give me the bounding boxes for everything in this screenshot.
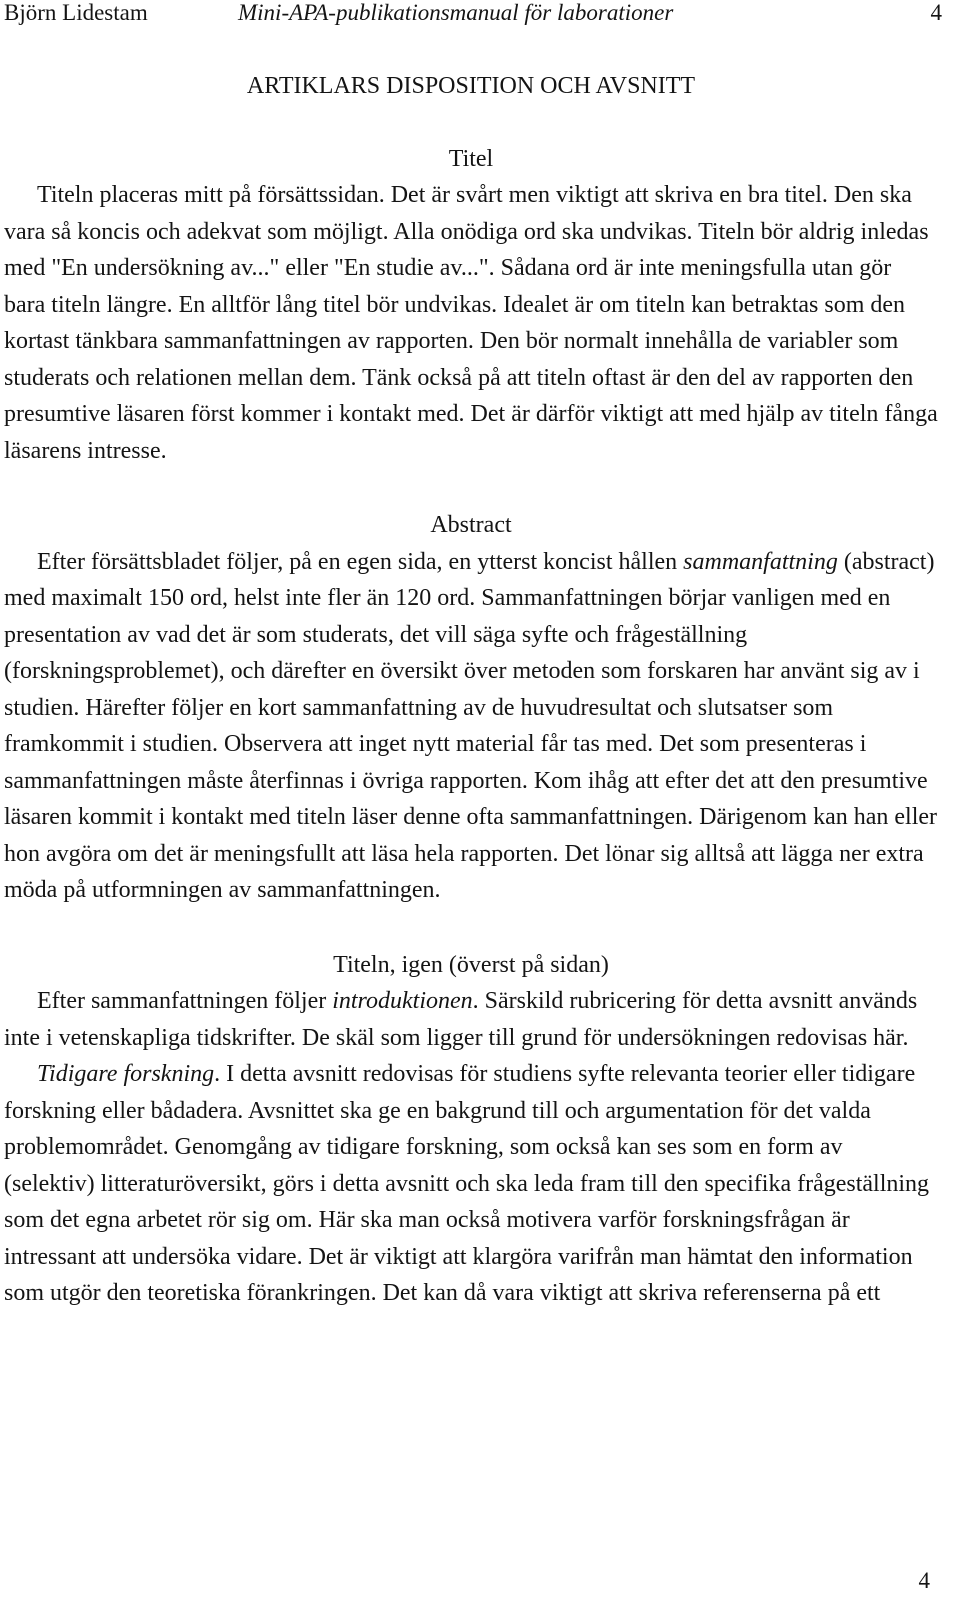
abstract-text-before: Efter försättsbladet följer, på en egen sida, en ytterst koncist hållen [37,548,684,575]
tidigare-forskning-text: . I detta avsnitt redovisas för studiens syfte relevanta teorier eller tidigare forskning eller bådadera. Avsnittet ska ge en bakgrund till och argumentation för det valda problemområdet. Genomgång av tidigare forskning, som också kan ses som en form av (selektiv) litteraturöversikt, görs i detta avsnitt och ska leda fram till den specifika frågeställning som det egna arbetet rör sig om. Här ska man också motivera varför forskningsfrågan är intressant att undersöka vidare. Det är viktigt att klargöra varifrån man hämtat den information som utgör den teoretiska förankringen. Det kan då vara viktigt att skriva referenserna på ett [4,1061,930,1306]
paragraph-tidigare-forskning [4,1056,938,1312]
heading-titel: Titel [448,145,494,172]
blank-line [4,909,938,947]
heading-titeln-igen: Titeln, igen (överst på sidan) [333,951,609,978]
footer-page-number: 4 [918,1568,930,1593]
intro-text-after: . Särskild rubricering för detta avsnitt används inte i vetenskapliga tidskrifter. De skäl som ligger till grund för undersökningen redovisas här. [4,988,918,1051]
blank-line [4,469,938,507]
intro-italic-term: introduktionen [332,988,473,1014]
running-header [0,0,960,30]
abstract-text-after: (abstract) med maximalt 150 ord, helst inte fler än 120 ord. Sammanfattningen börjar vanligen med en presentation av vad det är som studerats, det vill säga syfte och frågeställning (forskningsproblemet), och därefter en översikt över metoden som forskaren har använt sig av i studien. Härefter följer en kort sammanfattning av de huvudresultat och slutsatser som framkommit i studien. Observera att inget nytt material får tas med. Det som presenteras i sammanfattningen måste återfinnas i övriga rapporten. Kom ihåg att efter det att den presumtive läsaren kommit i kontakt med titeln läser denne ofta sammanfattningen. Därigenom kan han eller hon avgöra om det är meningsfullt att läsa hela rapporten. Det lönar sig alltså att lägga ner extra möda på utformningen av sammanfattningen. [4,548,938,903]
header-author: Björn Lidestam [4,0,148,25]
paragraph-titel: Titeln placeras mitt på försättssidan. Det är svårt men viktigt att skriva en bra titel. Den ska vara så koncis och adekvat som möjligt. Alla onödiga ord ska undvikas. Titeln bör aldrig inledas med "En undersökning av..." eller "En studie av...". Sådana ord är inte meningsfulla utan gör bara titeln längre. En alltför lång titel bör undvikas. Idealet är om titeln kan betraktas som den kortast tänkbara sammanfattningen av rapporten. Den bör normalt innehålla de variabler som studerats och relationen mellan dem. Tänk också på att titeln oftast är den del av rapporten den presumtive läsaren först kommer i kontakt med. Det är därför viktigt att med hjälp av titeln fånga läsarens intresse. [4,182,938,464]
header-document-title: Mini-APA-publikationsmanual för laborationer [238,0,674,25]
section-title: ARTIKLARS DISPOSITION OCH AVSNITT [246,73,696,99]
heading-abstract: Abstract [430,512,512,538]
abstract-italic-term: sammanfattning [683,548,838,575]
paragraph-abstract [4,544,938,909]
tidigare-forskning-runin-heading: Tidigare forskning [37,1061,215,1087]
intro-text-before: Efter sammanfattningen följer [37,988,333,1014]
header-page-number: 4 [930,0,942,25]
paragraph-introduktion [4,983,938,1056]
blank-line [4,105,938,141]
document-body [4,68,938,1312]
